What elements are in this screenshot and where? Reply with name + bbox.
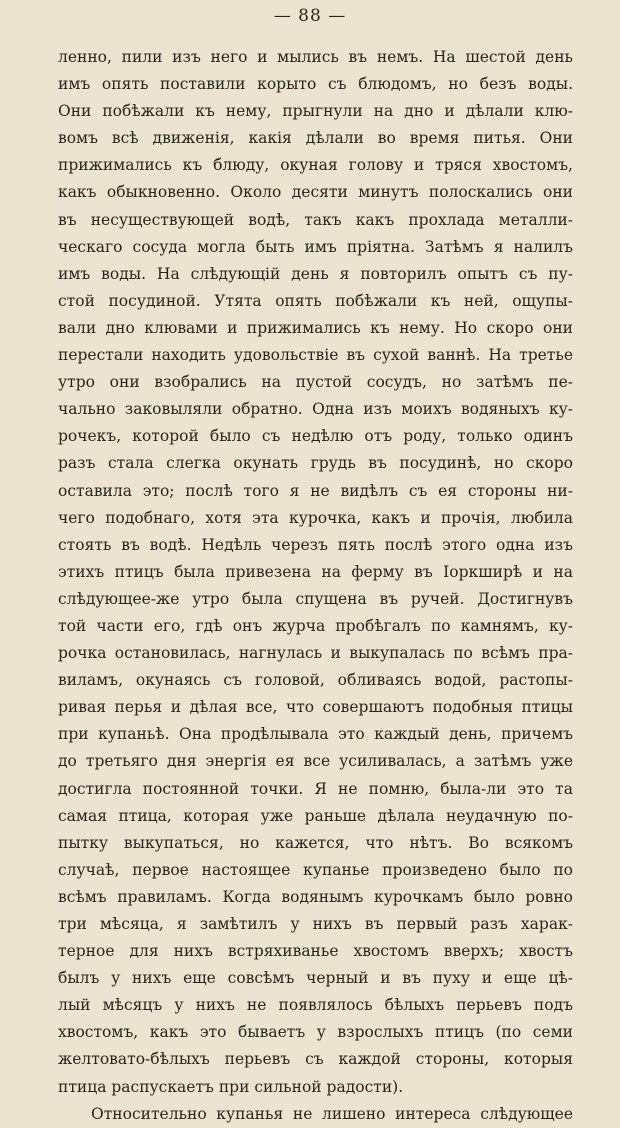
text-line: при купаньѣ. Она продѣлывала это каждый день, причемъ: [58, 725, 573, 744]
text-line: три мѣсяца, я замѣтилъ у нихъ въ первый разъ харак-: [58, 915, 573, 933]
text-line: желтовато-бѣлыхъ перьевъ съ каждой стороны, которыя: [58, 1050, 573, 1069]
text-line: ривая перья и дѣлая все, что совершаютъ подобныя птицы: [58, 698, 573, 717]
text-line: чально заковыляли обратно. Одна изъ моихъ водяныхъ ку-: [58, 400, 573, 419]
text-line: той части его, гдѣ онъ журча пробѣгалъ по камнямъ, ку-: [58, 616, 573, 635]
text-line: оставила это; послѣ того я не видѣлъ съ ея стороны ни-: [58, 481, 573, 500]
text-line: хвостомъ, какъ это бываетъ у взрослыхъ птицъ (по семи: [58, 1023, 573, 1042]
text-line: вомъ всѣ движенія, какія дѣлали во время питья. Они: [58, 129, 573, 148]
text-line: Они побѣжали къ нему, прыгнули на дно и дѣлали клю-: [58, 102, 573, 121]
text-line: пытку выкупаться, но кажется, что нѣтъ. Во всякомъ: [58, 833, 573, 852]
text-line: ленно, пили изъ него и мылись въ немъ. На шестой день: [58, 48, 573, 66]
text-line: стой посудиной. Утята опять побѣжали къ ней, ощупы-: [58, 291, 573, 310]
text-line: достигла постоянной точки. Я не помню, была-ли это та: [58, 779, 573, 798]
text-line: всѣмъ правиламъ. Когда водянымъ курочкамъ было ровно: [58, 887, 573, 906]
text-line: терное для нихъ встряхиванье хвостомъ вверхъ; хвостъ: [58, 942, 573, 961]
text-line: до третьяго дня энергія ея все усиливалась, а затѣмъ уже: [58, 752, 573, 771]
text-line: имъ опять поставили корыто съ блюдомъ, но безъ воды.: [58, 75, 573, 94]
text-line: этихъ птицъ была привезена на ферму въ Іоркширѣ и на: [58, 562, 573, 581]
text-line: Относительно купанья не лишено интереса слѣдующее: [91, 1104, 573, 1123]
text-line: былъ у нихъ еще совсѣмъ черный и въ пуху и еще цѣ-: [58, 969, 573, 988]
text-line: какъ обыкновенно. Около десяти минутъ полоскались они: [58, 183, 573, 202]
text-line: ческаго сосуда могла быть имъ пріятна. Затѣмъ я налилъ: [58, 237, 573, 256]
text-line: чего подобнаго, хотя эта курочка, какъ и прочія, любила: [58, 508, 573, 527]
text-line: птица распускаетъ при сильной радости).: [58, 1077, 404, 1096]
text-line: лый мѣсяцъ у нихъ не появлялось бѣлыхъ перьевъ подъ: [58, 996, 573, 1015]
text-line: утро они взобрались на пустой сосудъ, но затѣмъ пе-: [58, 373, 573, 392]
text-line: имъ воды. На слѣдующій день я повторилъ опытъ съ пу-: [58, 264, 573, 283]
text-line: въ несуществующей водѣ, такъ какъ прохлада металли-: [58, 210, 573, 229]
text-line: слѣдующее-же утро была спущена въ ручей. Достигнувъ: [58, 589, 573, 608]
text-line: самая птица, которая уже раньше дѣлала неудачную по-: [58, 806, 573, 825]
text-line: вали дно клювами и прижимались къ нему. Но скоро они: [58, 318, 573, 337]
body-text: [58, 44, 573, 1128]
text-line: стоять въ водѣ. Недѣль черезъ пять послѣ этого одна изъ: [58, 535, 573, 554]
text-line: перестали находить удовольствіе въ сухой ваннѣ. На третье: [58, 346, 573, 365]
text-line: виламъ, окунаясь съ головой, обливаясь водой, растопы-: [58, 671, 573, 690]
text-line: прижимались къ блюду, окуная голову и тряся хвостомъ,: [58, 156, 573, 175]
text-line: случаѣ, первое настоящее купанье произведено было по: [58, 860, 573, 879]
text-line: рочекъ, которой было съ недѣлю отъ роду, только одинъ: [58, 427, 573, 446]
page-number: — 88 —: [273, 6, 347, 26]
text-line: разъ стала слегка окунать грудь въ посудинѣ, но скоро: [58, 454, 573, 473]
text-line: рочка остановилась, нагнулась и выкупалась по всѣмъ пра-: [58, 644, 573, 663]
